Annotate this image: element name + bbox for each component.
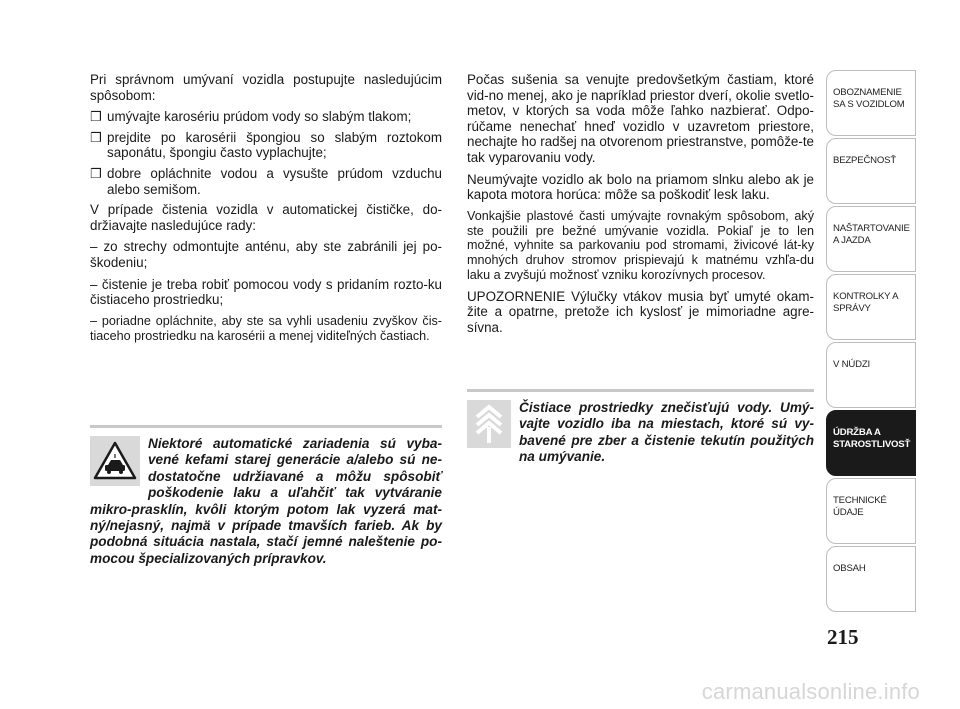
bullet-text: umývajte karosériu prúdom vody so slabým tlakom; bbox=[107, 109, 412, 125]
tab-oboznamenie[interactable]: OBOZNAMENIE SA S VOZIDLOM bbox=[826, 70, 916, 136]
environment-text: Čistiace prostriedky znečisťujú vody. Umý-vajte vozidlo iba na miestach, ktoré sú vy-bavené pre zber a čistenie tekutín použitých na umývanie. bbox=[519, 400, 814, 465]
right-column bbox=[467, 72, 814, 342]
checkbox-bullet-icon: ❒ bbox=[90, 109, 102, 125]
chapter-sidebar bbox=[826, 70, 916, 614]
bullet-item bbox=[90, 109, 442, 125]
tab-udrzba-active[interactable]: ÚDRŽBA A STAROSTLIVOSŤ bbox=[826, 410, 916, 476]
plastic-parts-paragraph: Vonkajšie plastové časti umývajte rovnakým spôsobom, aký ste použili pre bežné umývanie vozidla. Pokiaľ je to len možné, vyhnite sa parkovaniu pod stromami, živicové lát-ky mnohých druhov stromov prispievajú k matnému vzhľa-du laku a zvyšujú možnosť vzniku korozívnych procesov. bbox=[467, 208, 814, 282]
bullet-text: prejdite po karosérii špongiou so slabým roztokom saponátu, špongiu často vyplachujte; bbox=[107, 129, 442, 161]
intro-paragraph: Pri správnom umývaní vozidla postupujte nasledujúcim spôsobom: bbox=[90, 72, 442, 103]
tab-bezpecnost[interactable]: BEZPEČNOSŤ bbox=[826, 138, 916, 204]
tab-technicke-udaje[interactable]: TECHNICKÉ ÚDAJE bbox=[826, 478, 916, 544]
car-wash-warning-icon bbox=[90, 436, 140, 486]
warning-box bbox=[90, 425, 442, 567]
bullet-text: dobre opláchnite vodou a vysušte prúdom vzduchu alebo semišom. bbox=[107, 165, 442, 197]
warning-text: Niektoré automatické zariadenia sú vyba-vené kefami starej generácie a/alebo sú ne-dostatočne udržiavané a môžu spôsobiť poškodenie laku a uľahčiť tak vytváranie mikro-prasklín, kvôli ktorým potom lak vyzerá mat-ný/nejasný, najmä v prípade tmavších farieb. Ak by podobná situácia nastala, stačí jemné naleštenie po-mocou špecializovaných prípravkov. bbox=[90, 436, 442, 566]
drying-paragraph: Počas sušenia sa venujte predovšetkým častiam, ktoré vid-no menej, ako je napríklad priestor dverí, okolie svetlo-metov, v ktorých sa voda môže ľahko nazbierať. Odpo-rúčame nenechať hneď vozidlo v uzavretom priestore, nechajte ho radšej na otvorenom priestranstve, pomôže-te tak vyparovaniu vody. bbox=[467, 72, 814, 165]
car-wash-intro: V prípade čistenia vozidla v automatickej čističke, do-držiavajte nasledujúce rady: bbox=[90, 202, 442, 233]
bullet-item bbox=[90, 130, 442, 161]
page-number: 215 bbox=[827, 625, 859, 649]
rule-item: – poriadne opláchnite, aby ste sa vyhli usadeniu zvyškov čis-tiaceho prostriedku na karosérii a menej viditeľných častiach. bbox=[90, 313, 442, 343]
tab-v-nudzi[interactable]: V NÚDZI bbox=[826, 342, 916, 408]
checkbox-bullet-icon: ❒ bbox=[90, 165, 102, 181]
environment-box bbox=[467, 389, 814, 466]
sun-paragraph: Neumývajte vozidlo ak bolo na priamom slnku alebo ak je kapota motora horúca: môže sa poškodiť lesk laku. bbox=[467, 171, 814, 203]
tab-kontrolky[interactable]: KONTROLKY A SPRÁVY bbox=[826, 274, 916, 340]
tab-nastartovanie[interactable]: NAŠTARTOVANIE A JAZDA bbox=[826, 206, 916, 272]
watermark: carmanualsonline.info bbox=[701, 679, 920, 704]
left-column bbox=[90, 72, 442, 349]
rule-item: – zo strechy odmontujte anténu, aby ste zabránili jej po-škodeniu; bbox=[90, 239, 442, 270]
tab-obsah[interactable]: OBSAH bbox=[826, 546, 916, 612]
rule-item: – čistenie je treba robiť pomocou vody s pridaním rozto-ku čistiaceho prostriedku; bbox=[90, 276, 442, 308]
bullet-item bbox=[90, 166, 442, 197]
notice-paragraph: UPOZORNENIE Výlučky vtákov musia byť umyté okam-žite a opatrne, pretože ich kyslosť je mimoriadne agre-sívna. bbox=[467, 288, 814, 335]
tree-environment-icon bbox=[467, 400, 511, 448]
checkbox-bullet-icon: ❒ bbox=[90, 129, 102, 145]
